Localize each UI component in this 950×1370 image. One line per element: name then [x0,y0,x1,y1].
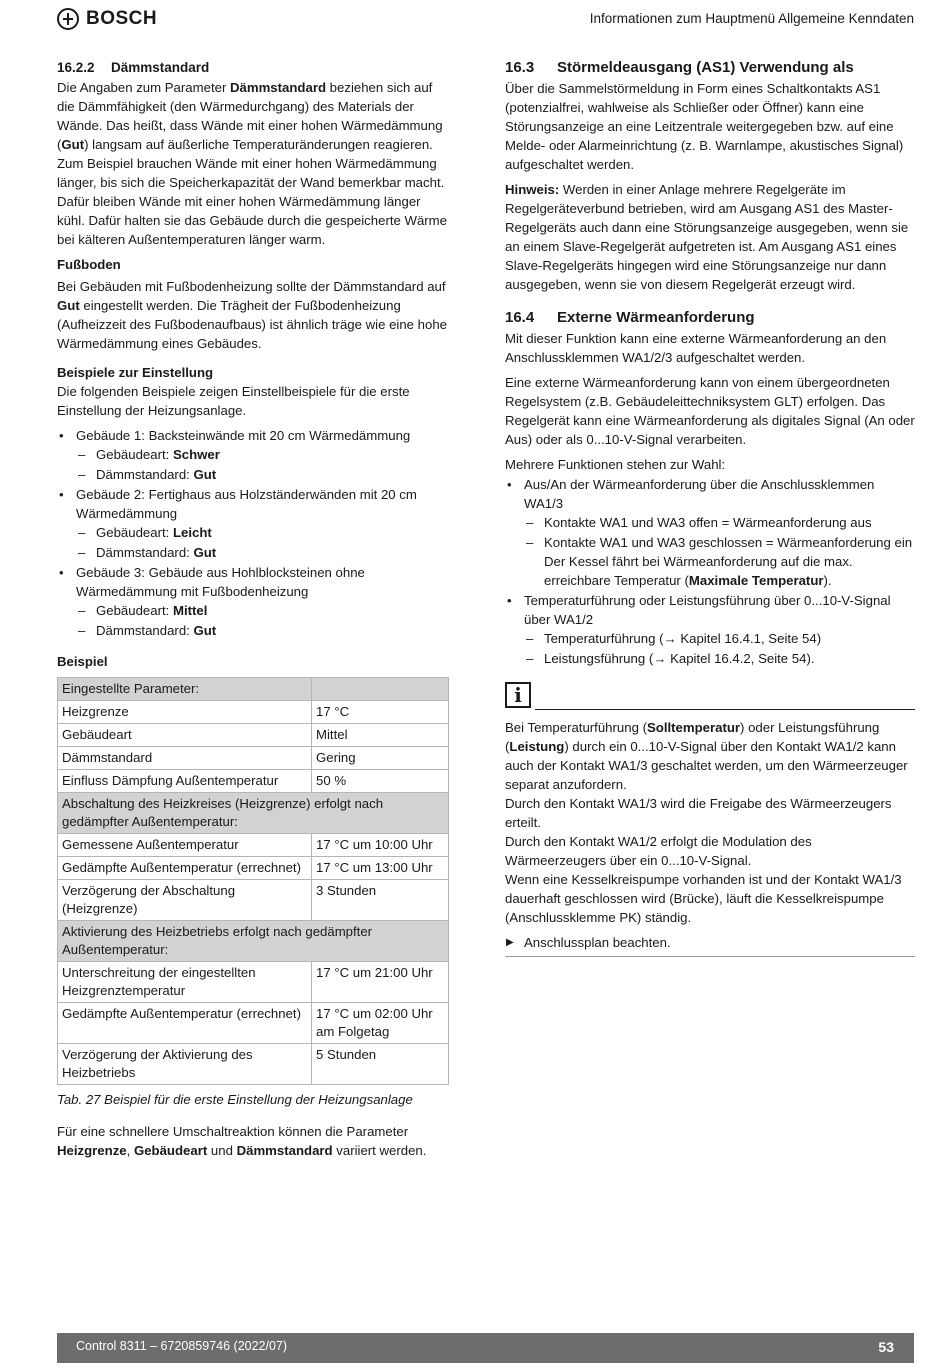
right-column [505,58,915,957]
table-row [58,747,449,770]
list-item: – Dämmstandard: Gut [76,621,449,640]
info-text [505,718,915,957]
info-divider [535,709,915,710]
closing-paragraph: Für eine schnellere Umschaltreaktion können die Parameter Heizgrenze, Gebäudeart und Dämmstandard variiert werden. [57,1124,427,1158]
table-cell-label: Gemessene Außentemperatur [58,834,312,857]
table-row [58,701,449,724]
page-number: 53 [878,1339,894,1355]
table-row [58,880,449,921]
as1-paragraph: Über die Sammelstörmeldung in Form eines Schaltkontakts AS1 (potenzialfrei, wahlweise als Schließer oder Öffner) kann eine Störungsanzeige an eine Leitzentrale weitergegeben bzw. auf eine Melde- oder Alarmeinrichtung (z. B. Warnlampe, akustisches Signal) aufgeschaltet werden. [505,81,904,172]
table-cell-label: Aktivierung des Heizbetriebs erfolgt nach gedämpfter Außentemperatur: [58,921,449,962]
list-item: – Gebäudeart: Leicht [76,523,449,542]
section-number: 16.4 [505,309,535,326]
table-cell-value: 17 °C um 13:00 Uhr [312,857,449,880]
info-paragraph: Bei Temperaturführung (Solltemperatur) oder Leistungsführung (Leistung) durch ein 0...10-V-Signal über den Kontakt WA1/2 kann auch der Kontakt WA1/3 geschaltet werden, um den Wärmeerzeuger separat anzufordern. [505,720,908,792]
left-column [57,58,449,1166]
section-16-2-2-heading [57,58,449,77]
table-row [58,857,449,880]
table-cell-label: Heizgrenze [58,701,312,724]
list-item: – Gebäudeart: Mittel [76,601,449,620]
ext-demand-paragraph-1: Mit dieser Funktion kann eine externe Wärmeanforderung an den Anschlussklemmen WA1/2/3 aufgeschaltet werden. [505,331,887,365]
table-cell-value: 5 Stunden [312,1044,449,1085]
info-paragraph: Durch den Kontakt WA1/2 erfolgt die Modulation des Wärmeerzeugers über ein 0...10-V-Signal. [505,834,812,868]
list-item: • Aus/An der Wärmeanforderung über die Anschlussklemmen WA1/3 – Kontakte WA1 und WA3 offen = Wärmeanforderung aus – Kontakte WA1 und WA3 geschlossen = Wärmeanforderung ein Der Kessel fährt bei Wärmeanforderung auf die max. erreichbare Temperatur (Maximale Temperatur). [505,475,915,590]
table-cell-value: Mittel [312,724,449,747]
table-row [58,678,449,701]
table-row [58,962,449,1003]
table-row [58,1003,449,1044]
table-row [58,793,449,834]
table-cell-label: Gebäudeart [58,724,312,747]
list-item: – Dämmstandard: Gut [76,543,449,562]
table-row [58,921,449,962]
section-title: Störmeldeausgang (AS1) Verwendung als [557,59,854,76]
table-cell-label: Gedämpfte Außentemperatur (errechnet) [58,857,312,880]
list-item: – Leistungsführung (→ Kapitel 16.4.2, Seite 54). [524,649,915,668]
table-cell-label: Unterschreitung der eingestellten Heizgrenztemperatur [58,962,312,1003]
section-16-4-heading [505,308,915,327]
info-end-rule [505,956,915,957]
list-item: • Temperaturführung oder Leistungsführung über 0...10-V-Signal über WA1/2 – Temperaturführung (→ Kapitel 16.4.1, Seite 54) – Leistungsführung (→ Kapitel 16.4.2, Seite 54). [505,591,915,668]
section-title: Externe Wärmeanforderung [557,309,755,326]
table-cell-label: Gedämpfte Außentemperatur (errechnet) [58,1003,312,1044]
table-caption: Tab. 27 Beispiel für die erste Einstellung der Heizungsanlage [57,1092,413,1107]
info-paragraph: Wenn eine Kesselkreispumpe vorhanden ist und der Kontakt WA1/3 dauerhaft geschlossen wird (Brücke), läuft die Kesselkreispumpe (Anschlussklemme PK) ständig. [505,872,902,925]
building-examples-list [57,426,449,640]
floor-paragraph: Bei Gebäuden mit Fußbodenheizung sollte der Dämmstandard auf Gut eingestellt werden. Die Trägheit der Fußbodenheizung (Aufheizzeit des Fußbodenaufbaus) ist ähnlich träge wie eine hohe Wärmedämmung eines Gebäudes. [57,279,448,351]
list-item: – Temperaturführung (→ Kapitel 16.4.1, Seite 54) [524,629,915,648]
table-row [58,724,449,747]
table-row [58,770,449,793]
info-paragraph: Durch den Kontakt WA1/3 wird die Freigabe des Wärmeerzeugers erteilt. [505,796,892,830]
info-box-header [505,682,915,710]
table-cell-value: Gering [312,747,449,770]
floor-heading: Fußboden [57,257,121,272]
footer-document-id: Control 8311 – 6720859746 (2022/07) [76,1339,288,1353]
bosch-logo [57,8,157,30]
table-cell-value [312,678,449,701]
action-step: ▶ Anschlussplan beachten. [505,933,915,952]
ext-demand-paragraph-3: Mehrere Funktionen stehen zur Wahl: [505,457,726,472]
section-16-3-heading [505,58,915,77]
section-number: 16.2.2 [57,60,95,75]
list-item: – Kontakte WA1 und WA3 offen = Wärmeanforderung aus [524,513,915,532]
function-list [505,475,915,668]
table-cell-value: 17 °C um 10:00 Uhr [312,834,449,857]
ext-demand-paragraph-2: Eine externe Wärmeanforderung kann von einem übergeordneten Regelsystem (z.B. Gebäudeleittechniksystem GLT) erfolgen. Das Regelgerät kann eine Wärmeanforderung als digitales Signal (An oder Aus) oder als 0...10-V-Signal verarbeiten. [505,375,915,447]
example-table [57,677,449,1085]
page-footer [57,1333,914,1363]
examples-intro: Die folgenden Beispiele zeigen Einstellbeispiele für die erste Einstellung der Heizungsanlage. [57,384,410,418]
examples-heading: Beispiele zur Einstellung [57,365,214,380]
table-cell-value: 50 % [312,770,449,793]
table-cell-value: 17 °C um 02:00 Uhr am Folgetag [312,1003,449,1044]
table-cell-label: Einfluss Dämpfung Außentemperatur [58,770,312,793]
example-heading: Beispiel [57,654,108,669]
table-cell-value: 3 Stunden [312,880,449,921]
list-item: • Gebäude 2: Fertighaus aus Holzständerwänden mit 20 cm Wärmedämmung – Gebäudeart: Leicht – Dämmstandard: Gut [57,485,449,562]
table-cell-label: Verzögerung der Abschaltung (Heizgrenze) [58,880,312,921]
table-cell-label: Dämmstandard [58,747,312,770]
page-header [0,0,950,40]
list-item: • Gebäude 1: Backsteinwände mit 20 cm Wärmedämmung – Gebäudeart: Schwer – Dämmstandard: Gut [57,426,449,484]
table-cell-value: 17 °C um 21:00 Uhr [312,962,449,1003]
brand-name: BOSCH [86,8,158,29]
note-paragraph: Hinweis: Werden in einer Anlage mehrere Regelgeräte im Regelgeräteverbund betrieben, wird am Ausgang AS1 des Master-Regelgeräts auch dann eine Störungsanzeige ausgegeben, wenn sie an einem Slave-Regelgerät aufgetreten ist. Am Ausgang AS1 eines Slave-Regelgeräts hingegen wird eine Störungsanzeige nur dann ausgegeben, wenn sie von diesem Regelgerät erzeugt wird. [505,182,909,292]
table-row [58,834,449,857]
list-item: – Dämmstandard: Gut [76,465,449,484]
list-item: – Kontakte WA1 und WA3 geschlossen = Wärmeanforderung ein Der Kessel fährt bei Wärmeanforderung auf die max. erreichbare Temperatur (Maximale Temperatur). [524,533,915,590]
insulation-paragraph: Die Angaben zum Parameter Dämmstandard beziehen sich auf die Dämmfähigkeit (den Wärmedurchgang) des Materials der Wände. Das heißt, dass Wände mit einer hohen Wärmedämmung (Gut) langsam auf äußerliche Temperaturänderungen reagieren. Zum Beispiel brauchen Wände mit einer hohen Wärmedämmung länger, bis sich die Speicherkapazität der Wand bemerkbar macht. Dafür bleiben Wände mit einer hohen Wärmedämmung länger kühl. Dafür halten sie das Gebäude durch die gespeicherte Wärme bei kälteren Außentemperaturen länger warm. [57,80,447,247]
section-title: Dämmstandard [111,60,210,75]
table-row [58,1044,449,1085]
section-number: 16.3 [505,59,535,76]
bosch-armature-icon [57,8,79,30]
table-cell-label: Verzögerung der Aktivierung des Heizbetriebs [58,1044,312,1085]
list-item: – Gebäudeart: Schwer [76,445,449,464]
header-title: Informationen zum Hauptmenü Allgemeine Kenndaten [589,11,914,26]
table-cell-label: Eingestellte Parameter: [58,678,312,701]
list-item: • Gebäude 3: Gebäude aus Hohlblocksteinen ohne Wärmedämmung mit Fußbodenheizung – Gebäudeart: Mittel – Dämmstandard: Gut [57,563,449,640]
info-icon: i [505,682,531,708]
table-cell-value: 17 °C [312,701,449,724]
table-cell-label: Abschaltung des Heizkreises (Heizgrenze) erfolgt nach gedämpfter Außentemperatur: [58,793,449,834]
